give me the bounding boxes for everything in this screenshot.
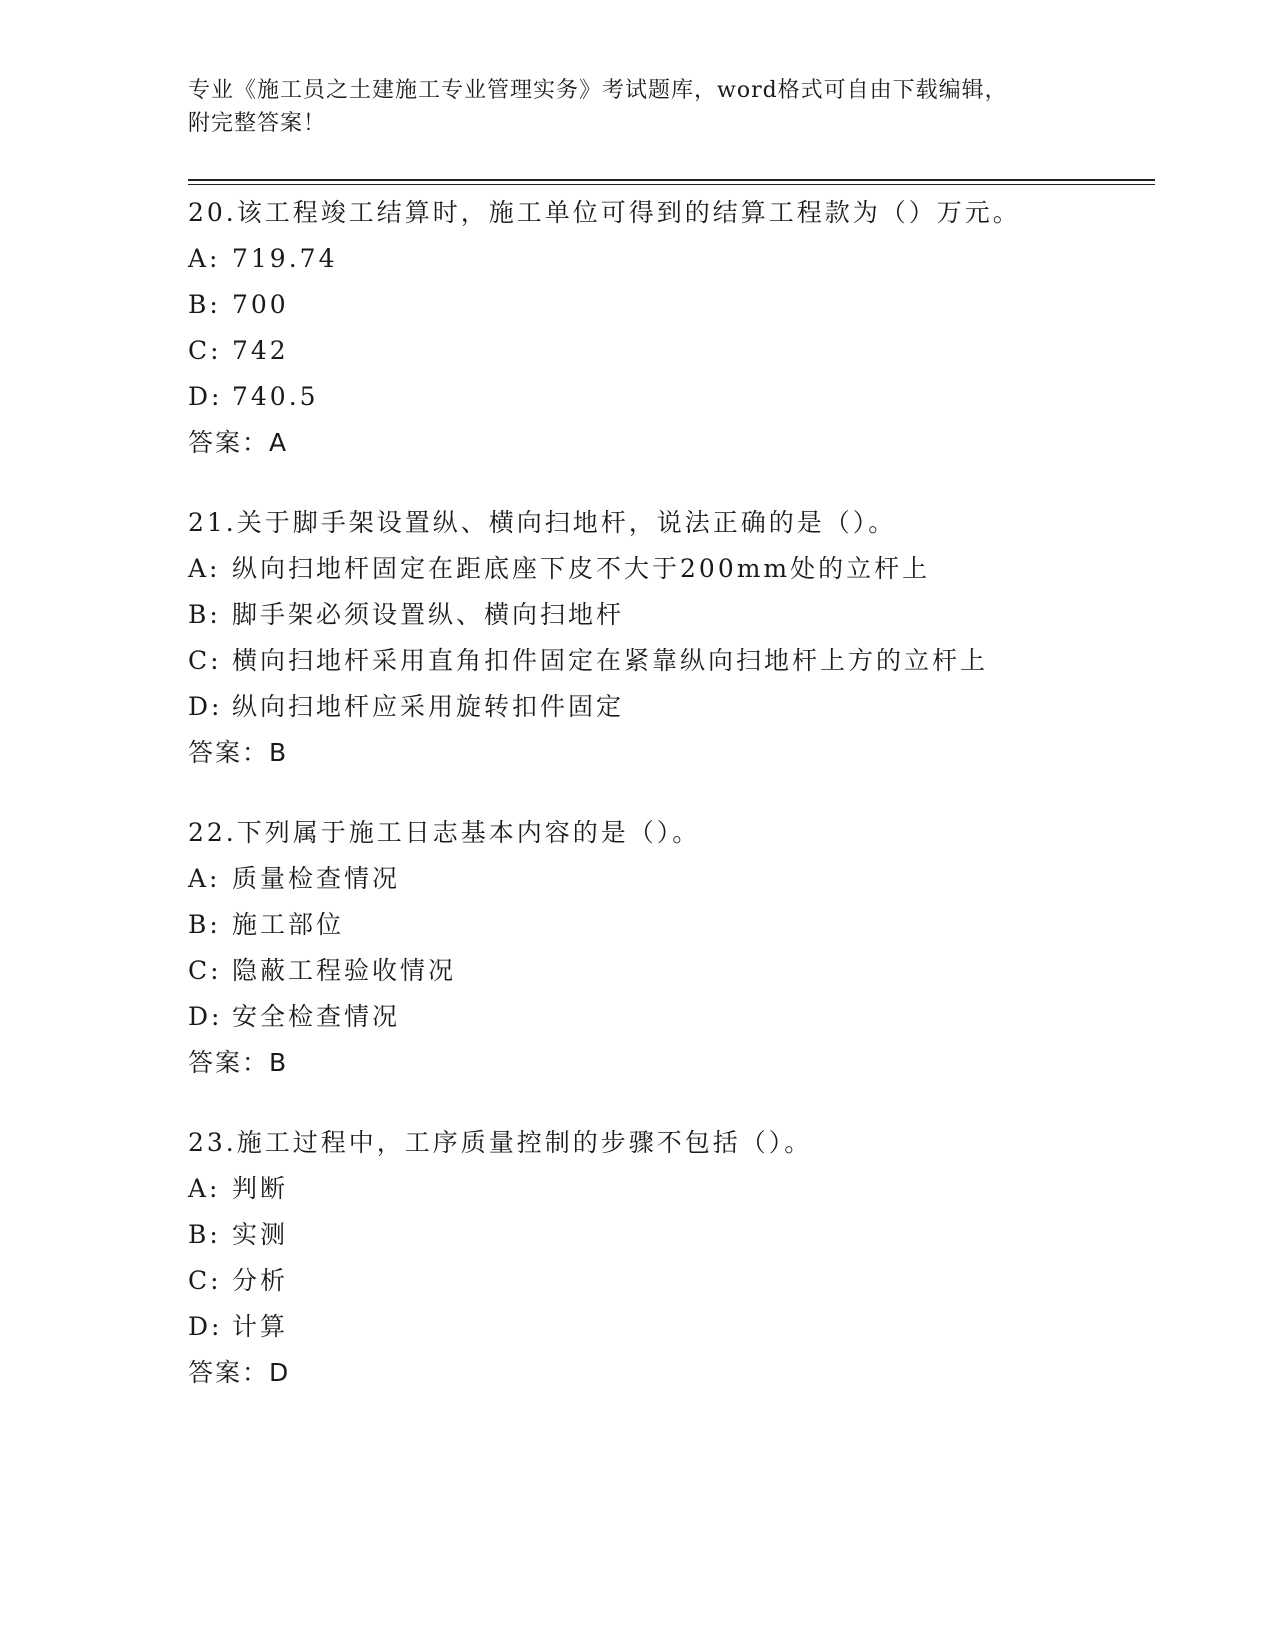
option-letter: A:	[188, 1174, 221, 1203]
question-stem: 22.下列属于施工日志基本内容的是（）。	[188, 818, 701, 847]
option-text: 横向扫地杆采用直角扣件固定在紧靠纵向扫地杆上方的立杆上	[232, 646, 989, 675]
option-d	[188, 684, 1148, 730]
option-letter: C:	[188, 956, 222, 985]
option-d	[188, 994, 1148, 1040]
option-text: 742	[232, 336, 289, 365]
option-a	[188, 236, 1148, 282]
option-text: 分析	[232, 1266, 289, 1295]
question-list	[188, 190, 1148, 1430]
option-letter: B:	[188, 600, 221, 629]
option-letter: D:	[188, 1312, 223, 1341]
option-d	[188, 1304, 1148, 1350]
answer-line: 答案：B	[188, 738, 289, 767]
option-b	[188, 282, 1148, 328]
option-text: 质量检查情况	[232, 864, 401, 893]
option-text: 纵向扫地杆固定在距底座下皮不大于200mm处的立杆上	[232, 554, 931, 583]
option-letter: A:	[188, 864, 221, 893]
option-text: 计算	[232, 1312, 289, 1341]
option-letter: C:	[188, 646, 222, 675]
option-text: 实测	[232, 1220, 289, 1249]
option-letter: C:	[188, 1266, 222, 1295]
option-text: 纵向扫地杆应采用旋转扣件固定	[232, 692, 625, 721]
option-letter: D:	[188, 1002, 223, 1031]
option-letter: C:	[188, 336, 222, 365]
option-text: 隐蔽工程验收情况	[232, 956, 457, 985]
question-20	[188, 190, 1148, 466]
option-text: 700	[232, 290, 289, 319]
answer-line: 答案：D	[188, 1358, 291, 1387]
option-text: 安全检查情况	[232, 1002, 401, 1031]
option-letter: B:	[188, 290, 221, 319]
header-line-1: 专业《施工员之土建施工专业管理实务》考试题库，word格式可自由下载编辑，	[188, 78, 1008, 103]
option-text: 719.74	[232, 244, 338, 273]
option-a	[188, 856, 1148, 902]
question-stem: 20.该工程竣工结算时，施工单位可得到的结算工程款为（）万元。	[188, 198, 1021, 227]
question-23	[188, 1120, 1148, 1396]
option-letter: A:	[188, 244, 221, 273]
option-a	[188, 546, 1148, 592]
option-b	[188, 1212, 1148, 1258]
option-letter: B:	[188, 1220, 221, 1249]
option-text: 脚手架必须设置纵、横向扫地杆	[232, 600, 625, 629]
option-letter: A:	[188, 554, 221, 583]
option-c	[188, 948, 1148, 994]
option-b	[188, 592, 1148, 638]
option-text: 施工部位	[232, 910, 345, 939]
option-text: 740.5	[232, 382, 319, 411]
question-22	[188, 810, 1148, 1086]
question-21	[188, 500, 1148, 776]
option-c	[188, 328, 1148, 374]
option-c	[188, 1258, 1148, 1304]
option-a	[188, 1166, 1148, 1212]
document-header	[188, 74, 1068, 140]
option-c	[188, 638, 1148, 684]
option-letter: B:	[188, 910, 221, 939]
option-d	[188, 374, 1148, 420]
option-text: 判断	[232, 1174, 289, 1203]
question-stem: 21.关于脚手架设置纵、横向扫地杆，说法正确的是（）。	[188, 508, 897, 537]
answer-line: 答案：A	[188, 428, 289, 457]
header-divider	[188, 179, 1155, 185]
option-letter: D:	[188, 382, 223, 411]
question-stem: 23.施工过程中，工序质量控制的步骤不包括（）。	[188, 1128, 813, 1157]
header-line-2: 附完整答案！	[188, 111, 327, 136]
answer-line: 答案：B	[188, 1048, 289, 1077]
option-b	[188, 902, 1148, 948]
option-letter: D:	[188, 692, 223, 721]
